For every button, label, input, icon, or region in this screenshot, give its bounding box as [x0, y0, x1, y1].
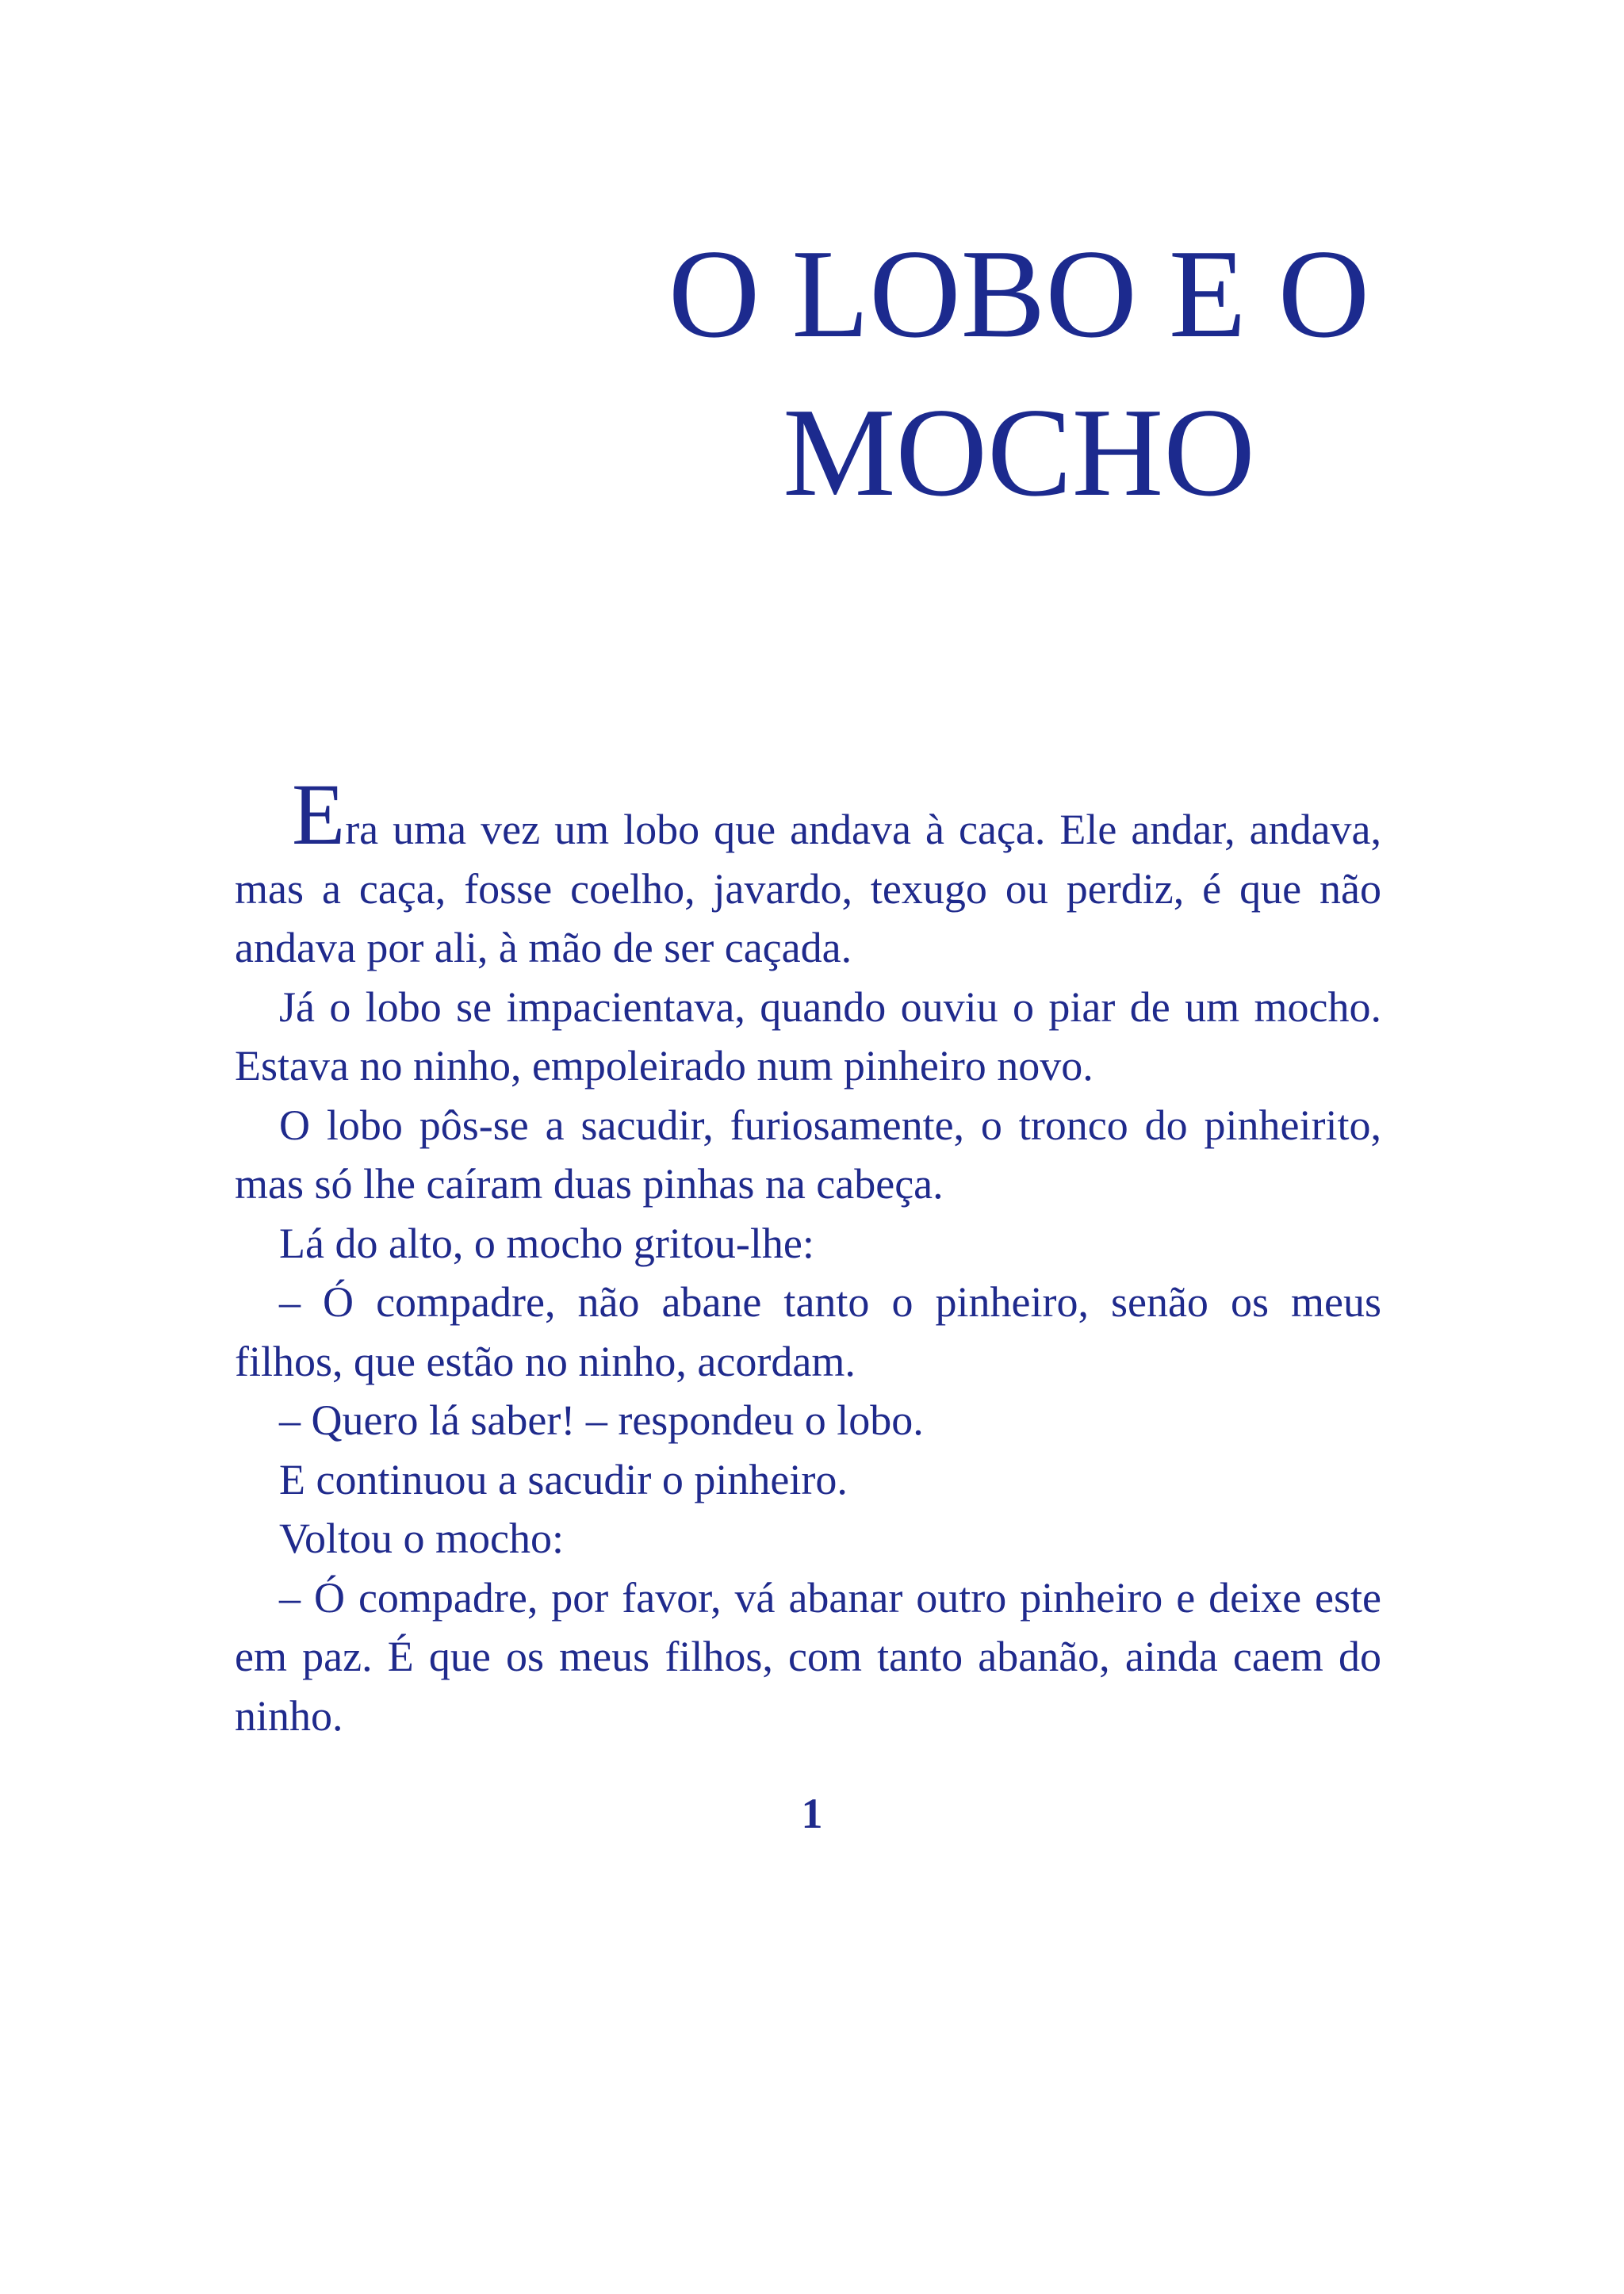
paragraph-2: Já o lobo se impacientava, quando ouviu o piar de um mocho. Estava no ninho, empoleirado num pinheiro novo.	[235, 982, 1381, 1090]
paragraph-9: – Ó compadre, por favor, vá abanar outro pinheiro e deixe este em paz. É que os meus filhos, com tanto abanão, ainda caem do ninho.	[235, 1573, 1381, 1740]
paragraph-4: Lá do alto, o mocho gritou-lhe:	[279, 1219, 814, 1267]
page-number: 1	[801, 1790, 823, 1837]
paragraph-3: O lobo pôs-se a sacudir, furiosamente, o tronco do pinheirito, mas só lhe caíram duas pinhas na cabeça.	[235, 1101, 1381, 1208]
paragraph-5: – Ó compadre, não abane tanto o pinheiro, senão os meus filhos, que estão no ninho, acordam.	[235, 1278, 1381, 1385]
story-body	[235, 766, 1381, 1745]
paragraph-8: Voltou o mocho:	[279, 1515, 565, 1562]
title-line-1: O LOBO E O	[668, 223, 1370, 364]
story-title	[619, 214, 1419, 531]
paragraph-7: E continuou a sacudir o pinheiro.	[279, 1455, 848, 1503]
paragraph-1	[235, 766, 1381, 978]
drop-cap: E	[292, 766, 346, 863]
paragraph-6: – Quero lá saber! – respondeu o lobo.	[279, 1396, 924, 1444]
title-line-2: MOCHO	[783, 381, 1255, 523]
paragraph-1-text: ra uma vez um lobo que andava à caça. Ele andar, andava, mas a caça, fosse coelho, javardo, texugo ou perdiz, é que não andava por ali, à mão de ser caçada.	[235, 806, 1381, 971]
